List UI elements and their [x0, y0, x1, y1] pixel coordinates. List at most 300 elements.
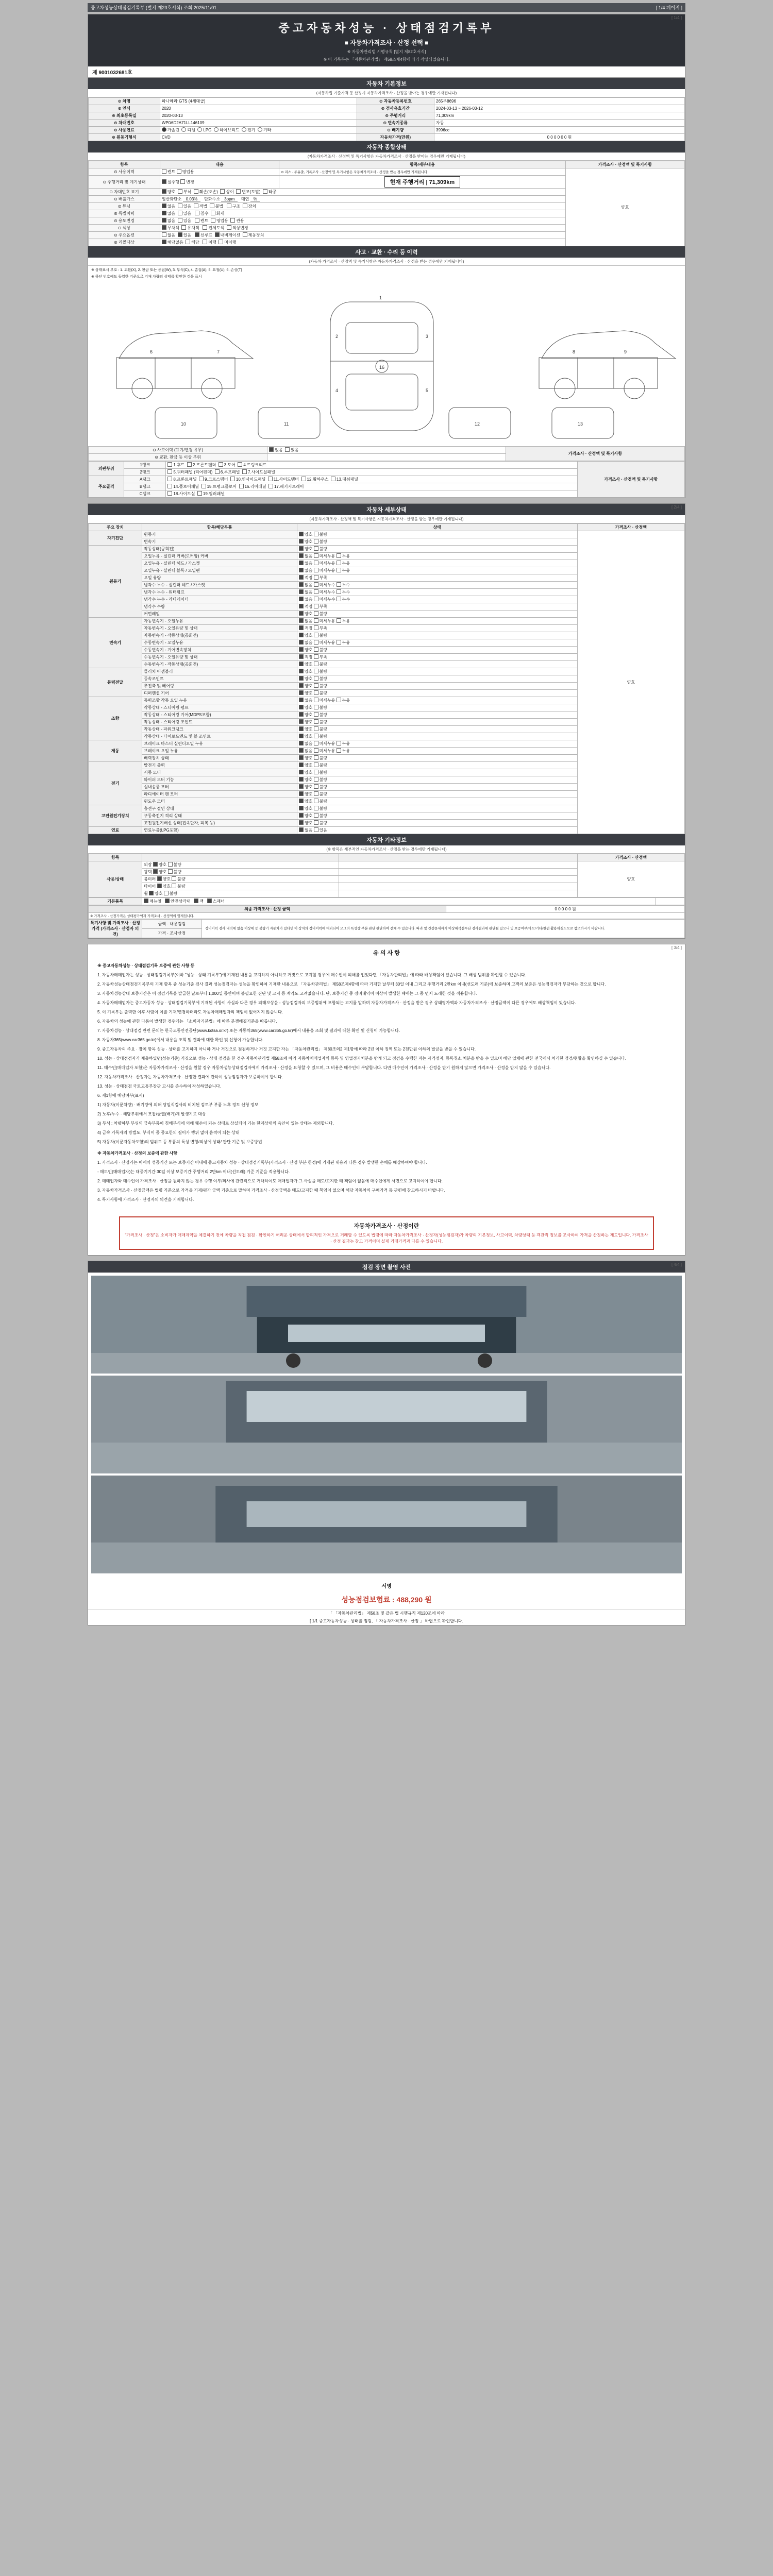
- detail-item-name: 커먼레일: [142, 611, 297, 618]
- frame-item-0-3: 4.트렁크리드: [243, 463, 267, 467]
- usechange-sub-1: 영업용: [216, 218, 228, 223]
- checkbox-option-sunroof[interactable]: [195, 232, 199, 237]
- radio-fuel-gasoline[interactable]: [162, 127, 166, 132]
- detail-item-options: [297, 776, 577, 784]
- checkbox-3-3-0[interactable]: [299, 690, 304, 695]
- checkbox-3-3-1[interactable]: [314, 690, 318, 695]
- document-number: 제 9001032681호: [88, 66, 685, 78]
- checkbox-2-2-1[interactable]: [314, 633, 318, 637]
- vin-opt-2: 훼손(오손): [199, 190, 218, 194]
- detail-opt-label: 적정: [304, 626, 314, 631]
- detail-opt-label: 불량: [319, 821, 328, 825]
- checkbox-7-0-1[interactable]: [314, 806, 318, 810]
- basic-label-5: ⊙ 원동기형식: [89, 134, 160, 141]
- basic-price-label: 자동차가격(만원): [357, 134, 434, 141]
- checkbox-other-0-1[interactable]: [168, 862, 173, 867]
- detail-opt-label: 없음: [304, 583, 314, 587]
- checkbox-6-3-0[interactable]: [299, 784, 304, 789]
- checkbox-1-3-1[interactable]: [314, 568, 318, 572]
- checkbox-4-2-1[interactable]: [314, 712, 318, 717]
- checkbox-tuning-none[interactable]: [162, 204, 166, 208]
- checkbox-3-2-0[interactable]: [299, 683, 304, 688]
- checkbox-1-0-0[interactable]: [299, 546, 304, 551]
- detail-item-options: [297, 726, 577, 733]
- checkbox-vin-corrode[interactable]: [178, 189, 182, 194]
- checkbox-1-1-2[interactable]: [337, 553, 341, 558]
- checkbox-tuning-illegal[interactable]: [210, 204, 214, 208]
- checkbox-6-2-0[interactable]: [299, 777, 304, 782]
- checkbox-frame-2-2[interactable]: [230, 477, 235, 481]
- frame-item-3-2: 16.리어패널: [244, 484, 266, 489]
- sheet-2: [88, 503, 685, 939]
- checkbox-item-triangle[interactable]: [165, 899, 170, 903]
- checkbox-2-5-0[interactable]: [299, 654, 304, 659]
- checkbox-item-jack[interactable]: [194, 899, 198, 903]
- detail-opt-label: 불량: [319, 763, 328, 768]
- notice-item: 6. 제1항에 해당여부(표시): [97, 1093, 144, 1098]
- checkbox-accident-yes[interactable]: [285, 447, 290, 452]
- checkbox-6-0-0[interactable]: [299, 762, 304, 767]
- footer-line-2: [ 1/1 중고자동차성능 · 상태를 점검, 「 자동차가격조사 · 산정 」 바랍으로 확인합니다.: [310, 1619, 463, 1623]
- checkbox-4-4-1[interactable]: [314, 726, 318, 731]
- checkbox-frame-2-0[interactable]: [167, 477, 172, 481]
- checkbox-recall-done[interactable]: [203, 240, 207, 244]
- radio-fuel-lpg[interactable]: [197, 127, 202, 132]
- frame-items-1: [166, 469, 577, 476]
- checkbox-2-4-1[interactable]: [314, 647, 318, 652]
- checkbox-6-2-1[interactable]: [314, 777, 318, 782]
- checkbox-vin-diff[interactable]: [220, 189, 225, 194]
- detail-opt-label: 누유: [342, 741, 350, 746]
- checkbox-7-1-1[interactable]: [314, 813, 318, 818]
- detail-item-options: [297, 531, 577, 538]
- detail-item-options: [297, 538, 577, 546]
- detail-item-name: 냉각수 수량: [142, 603, 297, 611]
- overall-row-9-name: ⊙ 리콜대상: [89, 239, 160, 246]
- detail-item-name: 시동 모터: [142, 769, 297, 776]
- fuel-opt-2: LPG: [203, 128, 212, 132]
- checkbox-frame-0-3[interactable]: [238, 462, 242, 467]
- checkbox-1-2-0[interactable]: [299, 561, 304, 565]
- checkbox-mileage-changed[interactable]: [180, 179, 185, 184]
- detail-opt-label: 미세누유: [319, 749, 337, 753]
- checkbox-tuning-yes[interactable]: [178, 204, 182, 208]
- detail-col-1: 항목/해당부품: [142, 524, 297, 531]
- checkbox-1-4-0[interactable]: [299, 575, 304, 580]
- checkbox-6-1-0[interactable]: [299, 770, 304, 774]
- checkbox-1-4-1[interactable]: [314, 575, 318, 580]
- notice-item: 10. 성능 · 상태점검자가 제출하였던(성능기준) 거짓으로 성능 · 상태 점검을 한 경우 자동차관리법 제58조에 따라 자동차매매업자의 등록 및 영업정지처분을 받게 되고 점검을 수행한 자는 자격정지, 등록취소 처분을 받을 수 있으며 해당 업체에 관한 전국에서 처리한 점검/현황을 확인하실 수 있습니다.: [97, 1056, 626, 1061]
- fee-label: 성능점검보험료 :: [341, 1596, 395, 1604]
- section-detail-title: 자동차 세부상태: [88, 504, 685, 515]
- checkbox-usechange-rent[interactable]: [195, 218, 199, 223]
- checkbox-4-5-0[interactable]: [299, 734, 304, 738]
- checkbox-7-2-1[interactable]: [314, 820, 318, 825]
- checkbox-5-2-0[interactable]: [299, 755, 304, 760]
- checkbox-2-0-1[interactable]: [314, 618, 318, 623]
- inspection-photo-3: [91, 1476, 682, 1573]
- other-item-extra: [339, 883, 577, 890]
- checkbox-2-6-0[interactable]: [299, 662, 304, 666]
- frame-group-2: 주요골격: [89, 476, 124, 498]
- special-sub-0: 침수: [200, 211, 209, 216]
- checkbox-6-4-1[interactable]: [314, 791, 318, 796]
- overall-row-0-opts: [160, 168, 279, 176]
- checkbox-1-9-0[interactable]: [299, 611, 304, 616]
- checkbox-color-changed[interactable]: [227, 225, 231, 230]
- detail-opt-label: 누유: [342, 640, 350, 645]
- checkbox-special-none[interactable]: [162, 211, 166, 215]
- checkbox-1-8-0[interactable]: [299, 604, 304, 608]
- checkbox-4-4-0[interactable]: [299, 726, 304, 731]
- checkbox-1-6-2[interactable]: [337, 589, 341, 594]
- checkbox-1-5-2[interactable]: [337, 582, 341, 587]
- detail-opt-label: 양호: [304, 713, 314, 717]
- checkbox-other-3-1[interactable]: [172, 884, 176, 888]
- checkbox-4-3-0[interactable]: [299, 719, 304, 724]
- checkbox-use-business[interactable]: [177, 169, 181, 174]
- detail-item-name: 실내송풍 모터: [142, 784, 297, 791]
- detail-item-options: [297, 704, 577, 711]
- checkbox-vin-alter[interactable]: [236, 189, 241, 194]
- photo-2-svg: [91, 1376, 682, 1473]
- checkbox-5-1-1[interactable]: [314, 748, 318, 753]
- checkbox-frame-2-3[interactable]: [268, 477, 273, 481]
- detail-group-7: 고전원전기장치: [89, 805, 142, 827]
- detail-opt-label: 불량: [319, 648, 328, 652]
- checkbox-6-5-0[interactable]: [299, 799, 304, 803]
- checkbox-8-0-1[interactable]: [314, 827, 318, 832]
- checkbox-2-3-2[interactable]: [337, 640, 341, 645]
- basic-items-label: 기본품목: [89, 898, 142, 905]
- option-sub-2: 제동장치: [248, 233, 264, 238]
- checkbox-frame-3-0[interactable]: [167, 484, 172, 488]
- checkbox-1-2-1[interactable]: [314, 561, 318, 565]
- checkbox-other-4-0[interactable]: [149, 891, 154, 895]
- checkbox-1-2-2[interactable]: [337, 561, 341, 565]
- checkbox-1-3-0[interactable]: [299, 568, 304, 572]
- detail-item-name: 원동기: [142, 531, 297, 538]
- opinion-label: 특기사항 및 가격조사 · 산정가격 (가격조사 · 산정자 의견): [89, 920, 142, 938]
- detail-item-options: [297, 820, 577, 827]
- notice-item: 5) 자동차(이륜자동차포함)의 범위도 등 부품의 특성 변형/외상에 상태/ 판단 기준 및 보증방법: [97, 1140, 262, 1144]
- detail-col-2: 상태: [297, 524, 577, 531]
- notice-items-2: [97, 1046, 676, 1090]
- other-opt-label: 양호: [162, 884, 172, 889]
- checkbox-3-1-0[interactable]: [299, 676, 304, 681]
- checkbox-3-2-1[interactable]: [314, 683, 318, 688]
- checkbox-4-0-1[interactable]: [314, 698, 318, 702]
- checkbox-5-0-0[interactable]: [299, 741, 304, 745]
- checkbox-frame-0-1[interactable]: [187, 462, 192, 467]
- fee-value: 488,290 원: [396, 1596, 432, 1604]
- checkbox-other-1-1[interactable]: [168, 869, 173, 874]
- checkbox-special-yes[interactable]: [178, 211, 182, 215]
- checkbox-mileage-actual[interactable]: [162, 179, 166, 184]
- checkbox-8-0-0[interactable]: [299, 827, 304, 832]
- checkbox-6-0-1[interactable]: [314, 762, 318, 767]
- accident-legend-2: ※ 하단 번호에도 동일한 기준으로 기재 차량의 상태를 확인한 것을 표시: [91, 275, 202, 279]
- checkbox-color-chromatic[interactable]: [181, 225, 186, 230]
- checkbox-option-brake[interactable]: [243, 232, 247, 237]
- checkbox-1-6-0[interactable]: [299, 589, 304, 594]
- checkbox-5-0-2[interactable]: [337, 741, 341, 745]
- checkbox-other-3-0[interactable]: [157, 884, 162, 888]
- checkbox-4-0-0[interactable]: [299, 698, 304, 702]
- checkbox-frame-2-4[interactable]: [301, 477, 306, 481]
- checkbox-1-9-1[interactable]: [314, 611, 318, 616]
- sheet-3: [88, 944, 685, 1256]
- radio-fuel-electric[interactable]: [242, 127, 246, 132]
- checkbox-1-3-2[interactable]: [337, 568, 341, 572]
- checkbox-color-achromatic[interactable]: [162, 225, 166, 230]
- checkbox-1-8-1[interactable]: [314, 604, 318, 608]
- checkbox-other-0-0[interactable]: [153, 862, 158, 867]
- checkbox-0-1-0[interactable]: [299, 539, 304, 544]
- notice-item: 6. 자동차의 성능에 관한 다툼이 발생한 경우에는 「소비자기본법」에 따른 분쟁해결기준을 따릅니다.: [97, 1019, 277, 1024]
- checkbox-0-1-1[interactable]: [314, 539, 318, 544]
- checkbox-0-0-0[interactable]: [299, 532, 304, 536]
- vin-opt-0: 양호: [167, 190, 176, 194]
- svg-text:9: 9: [624, 349, 627, 354]
- checkbox-2-3-0[interactable]: [299, 640, 304, 645]
- checkbox-tuning-legal[interactable]: [194, 204, 198, 208]
- emission-label-0: 일산화탄소: [161, 197, 182, 201]
- checkbox-3-0-0[interactable]: [299, 669, 304, 673]
- checkbox-3-0-1[interactable]: [314, 669, 318, 673]
- usechange-sub-0: 렌트: [200, 218, 209, 223]
- checkbox-frame-3-3[interactable]: [268, 484, 273, 488]
- svg-text:12: 12: [475, 421, 480, 427]
- checkbox-frame-1-2[interactable]: [242, 469, 247, 474]
- checkbox-special-fire[interactable]: [211, 211, 215, 215]
- recall-sub-0: 이행: [208, 240, 216, 245]
- detail-item-name: 작동상태(공회전): [142, 546, 297, 553]
- other-item-extra: [339, 890, 577, 897]
- checkbox-recall-yes[interactable]: [186, 240, 190, 244]
- detail-item-name: 냉각수 누수 - 실린더 헤드 / 가스켓: [142, 582, 297, 589]
- detail-item-name: 연료누출(LPG포함): [142, 827, 297, 834]
- checkbox-usechange-biz[interactable]: [211, 218, 215, 223]
- checkbox-4-0-2[interactable]: [337, 698, 341, 702]
- accident-opt-1: 있음: [291, 448, 299, 452]
- basic-items-note: [656, 898, 684, 905]
- photo-1-svg: [91, 1276, 682, 1374]
- emission-value-0: 0.03%: [183, 197, 201, 202]
- other-item-label: 휠: [144, 891, 149, 896]
- detail-col-0: 주요 장치: [89, 524, 142, 531]
- checkbox-frame-1-1[interactable]: [215, 469, 220, 474]
- total-label: 최종 가격조사 · 산정 금액: [89, 906, 446, 913]
- checkbox-option-yes[interactable]: [178, 232, 182, 237]
- detail-opt-label: 양호: [304, 792, 314, 796]
- notice-item: 8. 자동차365(www.car365.go.kr)에서 내용을 조회 및 결과에 대한 확인 및 신청이 가능합니다.: [97, 1038, 264, 1042]
- basic-label-0: ⊙ 차명: [89, 98, 160, 105]
- checkbox-frame-4-1[interactable]: [197, 491, 202, 496]
- checkbox-1-7-2[interactable]: [337, 597, 341, 601]
- inspection-photo-2: [91, 1376, 682, 1473]
- checkbox-frame-3-1[interactable]: [201, 484, 206, 488]
- checkbox-2-0-2[interactable]: [337, 618, 341, 623]
- checkbox-special-flood[interactable]: [195, 211, 199, 215]
- notice-items: [97, 972, 676, 1043]
- checkbox-2-1-1[interactable]: [314, 625, 318, 630]
- detail-opt-label: 없음: [304, 828, 314, 833]
- checkbox-option-none[interactable]: [162, 232, 166, 237]
- tuning-sub-0: 구조: [232, 204, 241, 209]
- checkbox-2-6-1[interactable]: [314, 662, 318, 666]
- checkbox-6-5-1[interactable]: [314, 799, 318, 803]
- detail-opt-label: 불량: [319, 633, 328, 638]
- checkbox-0-0-1[interactable]: [314, 532, 318, 536]
- option-opt-1: 있음: [183, 233, 192, 238]
- frame-items-0: [166, 462, 577, 469]
- detail-item-name: 오일누유 - 실린더 헤드 / 가스켓: [142, 560, 297, 567]
- other-opt-label: 불량: [177, 884, 186, 889]
- tuning-opt-3: 불법: [215, 204, 224, 209]
- radio-fuel-etc[interactable]: [258, 127, 262, 132]
- footer-line-1: 「 「자동차관리법」 제58조 및 같은 법 시행규칙 제120조에 따라: [88, 1609, 685, 1617]
- checkbox-6-1-1[interactable]: [314, 770, 318, 774]
- checkbox-4-5-1[interactable]: [314, 734, 318, 738]
- checkbox-7-1-0[interactable]: [299, 813, 304, 818]
- checkbox-vin-good[interactable]: [162, 189, 166, 194]
- checkbox-2-5-1[interactable]: [314, 654, 318, 659]
- other-item-extra: [339, 876, 577, 883]
- other-item-name: [142, 883, 339, 890]
- frame-rank-2: A랭크: [124, 476, 166, 483]
- checkbox-usechange-yes[interactable]: [178, 218, 182, 223]
- checkbox-3-1-1[interactable]: [314, 676, 318, 681]
- detail-item-options: [297, 805, 577, 812]
- checkbox-frame-0-0[interactable]: [167, 462, 172, 467]
- detail-opt-label: 불량: [319, 684, 328, 688]
- checkbox-usechange-gov[interactable]: [230, 218, 235, 223]
- detail-opt-label: 불량: [319, 727, 328, 732]
- checkbox-2-0-0[interactable]: [299, 618, 304, 623]
- checkbox-1-7-1[interactable]: [314, 597, 318, 601]
- checkbox-tuning-device[interactable]: [243, 204, 247, 208]
- frame-items-2: [166, 476, 577, 483]
- checkbox-4-2-0[interactable]: [299, 712, 304, 717]
- detail-group-6: 전기: [89, 762, 142, 805]
- checkbox-6-4-0[interactable]: [299, 791, 304, 796]
- checkbox-6-3-1[interactable]: [314, 784, 318, 789]
- checkbox-5-1-0[interactable]: [299, 748, 304, 753]
- other-opt-label: 양호: [158, 862, 168, 867]
- checkbox-5-2-1[interactable]: [314, 755, 318, 760]
- checkbox-1-1-1[interactable]: [314, 553, 318, 558]
- checkbox-5-0-1[interactable]: [314, 741, 318, 745]
- checkbox-other-1-0[interactable]: [153, 869, 158, 874]
- checkbox-4-1-0[interactable]: [299, 705, 304, 709]
- detail-item-name: 수동변속기 - 기어변속장치: [142, 647, 297, 654]
- inspection-fee: [88, 1592, 685, 1609]
- detail-opt-label: 불량: [319, 669, 328, 674]
- checkbox-vin-damage[interactable]: [194, 189, 198, 194]
- detail-opt-label: 있음: [319, 828, 328, 833]
- overall-row-4-name: ⊙ 튜닝: [89, 203, 160, 210]
- checkbox-2-1-0[interactable]: [299, 625, 304, 630]
- checkbox-4-1-1[interactable]: [314, 705, 318, 709]
- checkbox-frame-4-0[interactable]: [167, 491, 172, 496]
- checkbox-frame-1-0[interactable]: [167, 469, 172, 474]
- checkbox-1-5-1[interactable]: [314, 582, 318, 587]
- checkbox-other-4-1[interactable]: [164, 891, 169, 895]
- detail-item-options: [297, 675, 577, 683]
- opinion-table: [88, 919, 685, 938]
- checkbox-frame-3-2[interactable]: [239, 484, 244, 488]
- detail-group-3: 동력전달: [89, 668, 142, 697]
- detail-opt-label: 누유: [342, 561, 350, 566]
- checkbox-2-2-0[interactable]: [299, 633, 304, 637]
- detail-opt-label: 부족: [319, 655, 328, 659]
- checkbox-2-3-1[interactable]: [314, 640, 318, 645]
- detail-opt-label: 불량: [319, 539, 328, 544]
- checkbox-other-2-1[interactable]: [172, 876, 176, 881]
- detail-opt-label: 불량: [319, 713, 328, 717]
- checkbox-recall-notdone[interactable]: [219, 240, 223, 244]
- svg-text:6: 6: [150, 349, 153, 354]
- header-note-2: ※ 이 기록부는 「자동차관리법」 제58조제4항에 따라 작성되었습니다.: [323, 57, 450, 62]
- checkbox-1-7-0[interactable]: [299, 597, 304, 601]
- checkbox-1-6-1[interactable]: [314, 589, 318, 594]
- checkbox-item-spanner[interactable]: [207, 899, 212, 903]
- checkbox-option-nav[interactable]: [215, 232, 220, 237]
- checkbox-tuning-structure[interactable]: [227, 204, 231, 208]
- checkbox-usechange-none[interactable]: [162, 218, 166, 223]
- usechange-opt-1: 있음: [183, 218, 192, 223]
- checkbox-5-1-2[interactable]: [337, 748, 341, 753]
- detail-item-options: [297, 762, 577, 769]
- other-col-3: 가격조사 · 산정액: [577, 854, 684, 861]
- radio-fuel-hybrid[interactable]: [214, 127, 219, 132]
- checkbox-frame-0-2[interactable]: [219, 462, 223, 467]
- detail-item-name: 충전구 절연 상태: [142, 805, 297, 812]
- document-header: [88, 14, 685, 66]
- checkbox-frame-2-1[interactable]: [199, 477, 204, 481]
- document-page: [0, 3, 773, 1625]
- checkbox-1-1-0[interactable]: [299, 553, 304, 558]
- mileage-opt-1: 변경: [186, 179, 194, 184]
- checkbox-accident-none[interactable]: [269, 447, 274, 452]
- checkbox-2-4-0[interactable]: [299, 647, 304, 652]
- detail-item-name: 추진축 및 베어링: [142, 683, 297, 690]
- detail-opt-label: 양호: [304, 777, 314, 782]
- checkbox-item-manual[interactable]: [144, 899, 148, 903]
- checkbox-color-full[interactable]: [203, 225, 207, 230]
- price-survey-definition-box: [119, 1216, 654, 1250]
- checkbox-1-5-0[interactable]: [299, 582, 304, 587]
- checkbox-frame-2-5[interactable]: [331, 477, 335, 481]
- checkbox-7-0-0[interactable]: [299, 806, 304, 810]
- checkbox-7-2-0[interactable]: [299, 820, 304, 825]
- checkbox-vin-punch[interactable]: [263, 189, 267, 194]
- overall-row-7-name: ⊙ 색상: [89, 225, 160, 232]
- detail-group-8: 연료: [89, 827, 142, 834]
- checkbox-recall-na[interactable]: [162, 240, 166, 244]
- detail-item-options: [297, 719, 577, 726]
- detail-opt-label: 불량: [319, 691, 328, 696]
- detail-item-name: 자동변속기 - 오일누유: [142, 618, 297, 625]
- checkbox-4-3-1[interactable]: [314, 719, 318, 724]
- checkbox-other-2-0[interactable]: [157, 876, 162, 881]
- checkbox-use-rent[interactable]: [162, 169, 166, 174]
- other-opt-label: 불량: [177, 877, 186, 882]
- radio-fuel-diesel[interactable]: [181, 127, 186, 132]
- checkbox-1-0-1[interactable]: [314, 546, 318, 551]
- sheet-1: [88, 14, 685, 498]
